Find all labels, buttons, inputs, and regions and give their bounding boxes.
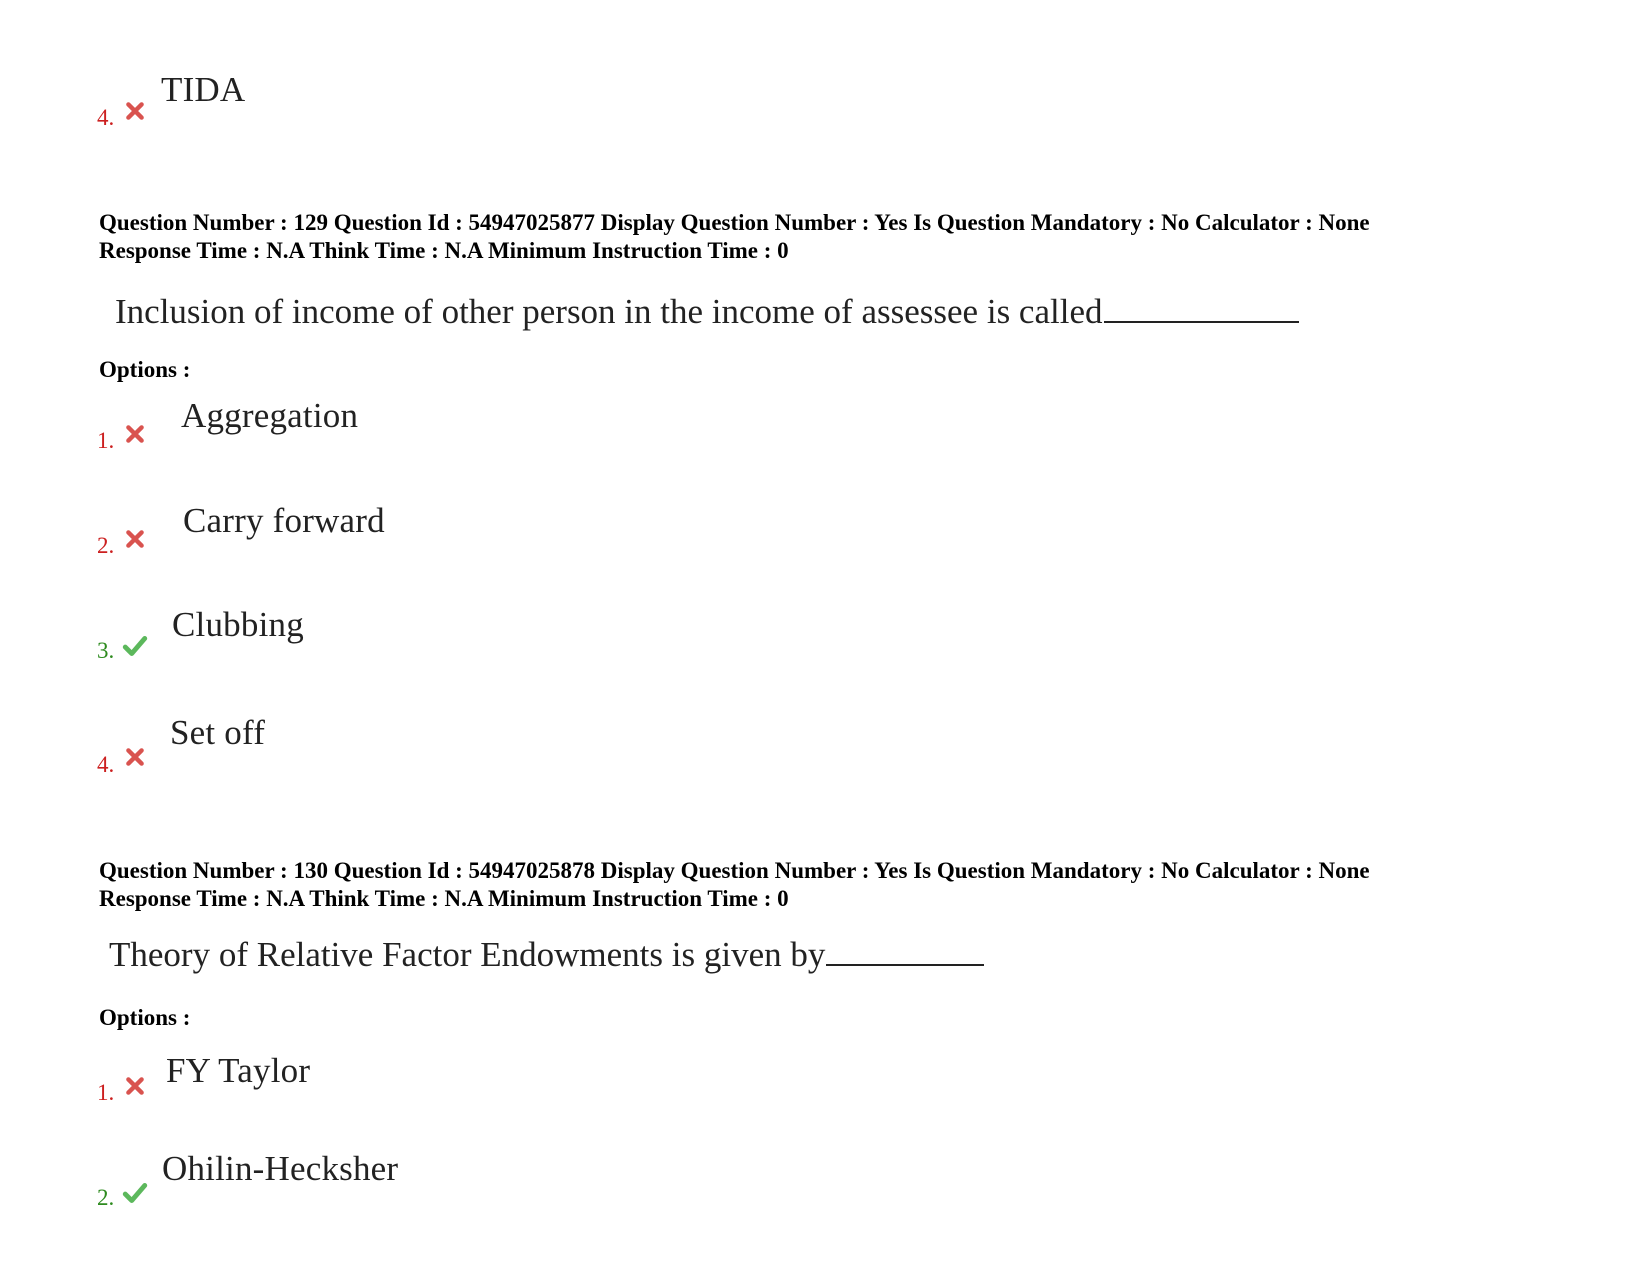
options-label: Options : (99, 357, 191, 382)
option-text: Carry forward (183, 501, 385, 540)
options-label: Options : (99, 1005, 191, 1030)
option-text: Set off (170, 713, 266, 752)
option-number: 4. (97, 105, 115, 130)
cross-icon (124, 100, 146, 122)
option-text: FY Taylor (166, 1051, 311, 1090)
question-meta-line: Response Time : N.A Think Time : N.A Minimum Instruction Time : 0 (99, 886, 789, 911)
question-text (109, 937, 984, 972)
cross-icon (124, 746, 146, 768)
cross-icon (124, 423, 146, 445)
option-number: 2. (97, 533, 115, 558)
option-number: 3. (97, 638, 115, 663)
question-meta-line: Response Time : N.A Think Time : N.A Minimum Instruction Time : 0 (99, 238, 789, 263)
check-icon (122, 1181, 148, 1205)
question-text (115, 294, 1299, 329)
option-number: 4. (97, 752, 115, 777)
check-icon (122, 634, 148, 658)
question-text-content: Theory of Relative Factor Endowments is given by (109, 935, 826, 974)
option-text: Aggregation (181, 396, 359, 435)
cross-icon (124, 1075, 146, 1097)
option-number: 1. (97, 1080, 115, 1105)
option-text: Clubbing (172, 605, 304, 644)
option-number: 1. (97, 428, 115, 453)
option-number: 2. (97, 1185, 115, 1210)
question-meta-line: Question Number : 129 Question Id : 54947025877 Display Question Number : Yes Is Question Mandatory : No Calculator : None (99, 210, 1370, 235)
answer-blank (826, 962, 984, 966)
question-meta-line: Question Number : 130 Question Id : 54947025878 Display Question Number : Yes Is Question Mandatory : No Calculator : None (99, 858, 1370, 883)
cross-icon (124, 528, 146, 550)
answer-blank (1104, 319, 1299, 323)
option-text: Ohilin-Hecksher (162, 1149, 399, 1188)
question-text-content: Inclusion of income of other person in the income of assessee is called (115, 292, 1103, 331)
option-text: TIDA (161, 70, 246, 109)
